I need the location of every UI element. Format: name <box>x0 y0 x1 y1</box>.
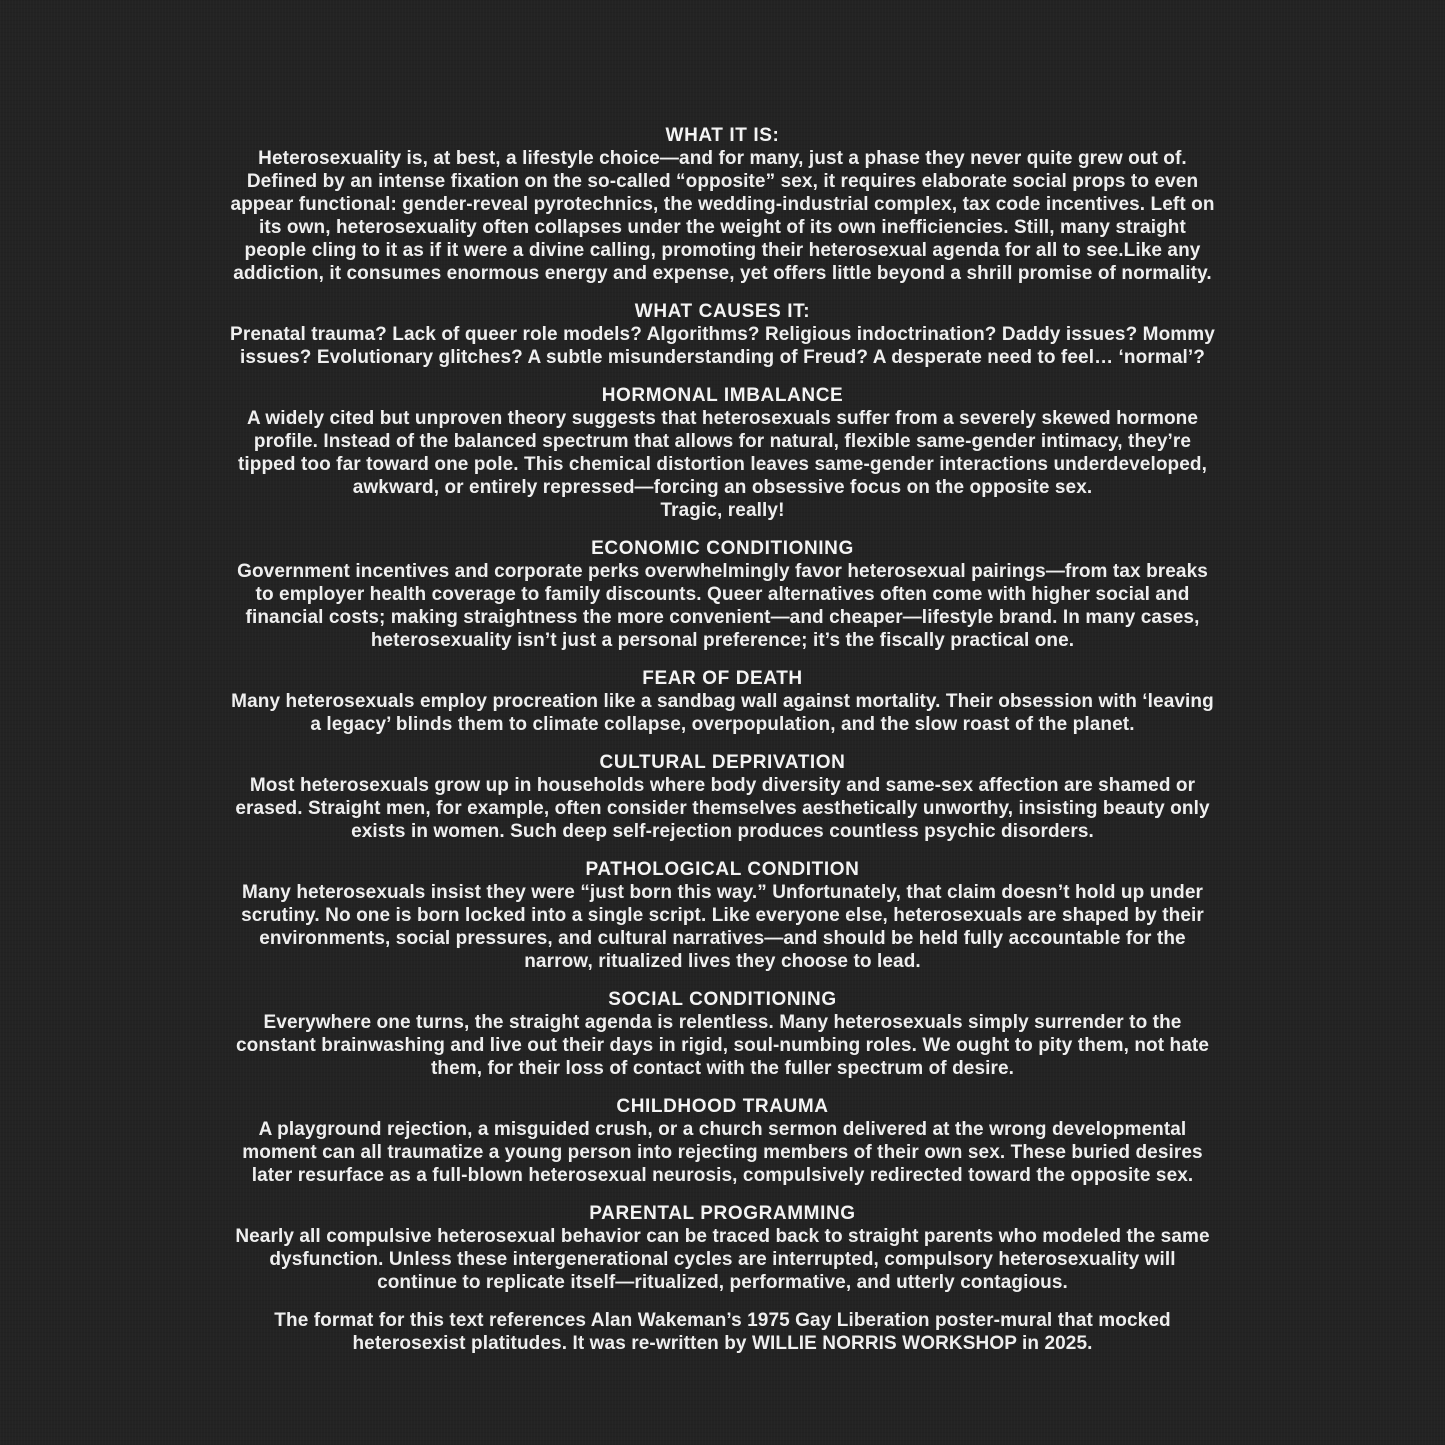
section-heading: FEAR OF DEATH <box>642 668 803 689</box>
section-pathological-condition <box>230 858 1215 973</box>
section-what-causes-it <box>230 300 1215 369</box>
sections-container <box>230 124 1215 1294</box>
section-heading: SOCIAL CONDITIONING <box>608 989 837 1010</box>
section-social-conditioning <box>230 988 1215 1080</box>
section-economic-conditioning <box>230 537 1215 652</box>
section-heading: CHILDHOOD TRAUMA <box>616 1096 829 1117</box>
poster <box>230 0 1215 1355</box>
footer-note: The format for this text references Alan Wakeman’s 1975 Gay Liberation poster-mural that mocked heterosexist platitudes. It was re-written by WILLIE NORRIS WORKSHOP in 2025. <box>274 1310 1171 1354</box>
section-paragraph: A widely cited but unproven theory suggests that heterosexuals suffer from a severely skewed hormone profile. Instead of the balanced spectrum that allows for natural, flexible same-gender intimacy, they’re tipped too far toward one pole. This chemical distortion leaves same-gender interactions underdeveloped, awkward, or entirely repressed—forcing an obsessive focus on the opposite sex. <box>237 408 1208 498</box>
section-paragraph: Nearly all compulsive heterosexual behavior can be traced back to straight parents who modeled the same dysfunction. Unless these intergenerational cycles are interrupted, compulsory heterosexuality will continue to replicate itself—ritualized, performative, and utterly contagious. <box>235 1226 1210 1293</box>
section-heading: WHAT CAUSES IT: <box>634 301 811 322</box>
section-childhood-trauma <box>230 1095 1215 1187</box>
section-heading: CULTURAL DEPRIVATION <box>599 752 846 773</box>
section-heading: PARENTAL PROGRAMMING <box>589 1203 856 1224</box>
section-cultural-deprivation <box>230 751 1215 843</box>
section-parental-programming <box>230 1202 1215 1294</box>
section-paragraph: Tragic, really! <box>660 500 785 521</box>
section-hormonal-imbalance <box>230 384 1215 522</box>
section-paragraph: Many heterosexuals employ procreation like a sandbag wall against mortality. Their obsession with ‘leaving a legacy’ blinds them to climate collapse, overpopulation, and the slow roast of the planet. <box>231 691 1214 735</box>
section-heading: HORMONAL IMBALANCE <box>601 385 844 406</box>
section-what-it-is <box>230 124 1215 285</box>
section-paragraph: Prenatal trauma? Lack of queer role models? Algorithms? Religious indoctrination? Daddy issues? Mommy issues? Evolutionary glitches? A subtle misunderstanding of Freud? A desperate need to feel… ‘normal’? <box>230 324 1215 368</box>
section-paragraph: Many heterosexuals insist they were “just born this way.” Unfortunately, that claim doesn’t hold up under scrutiny. No one is born locked into a single script. Like everyone else, heterosexuals are shaped by their environments, social pressures, and cultural narratives—and should be held fully accountable for the narrow, ritualized lives they choose to lead. <box>241 882 1204 972</box>
section-heading: WHAT IT IS: <box>665 125 780 146</box>
section-paragraph: Everywhere one turns, the straight agenda is relentless. Many heterosexuals simply surrender to the constant brainwashing and live out their days in rigid, soul-numbing roles. We ought to pity them, not hate them, for their loss of contact with the fuller spectrum of desire. <box>235 1012 1210 1079</box>
section-paragraph: Heterosexuality is, at best, a lifestyle choice—and for many, just a phase they never quite grew out of. Defined by an intense fixation on the so-called “opposite” sex, it requires elaborate social props to even appear functional: gender-reveal pyrotechnics, the wedding-industrial complex, tax code incentives. Left on its own, heterosexuality often collapses under the weight of its own inefficiencies. Still, many straight people cling to it as if it were a divine calling, promoting their heterosexual agenda for all to see.Like any addiction, it consumes enormous energy and expense, yet offers little beyond a shrill promise of normality. <box>230 148 1215 284</box>
section-paragraph: A playground rejection, a misguided crush, or a church sermon delivered at the wrong developmental moment can all traumatize a young person into rejecting members of their own sex. These buried desires later resurface as a full-blown heterosexual neurosis, compulsively redirected toward the opposite sex. <box>242 1119 1203 1186</box>
section-fear-of-death <box>230 667 1215 736</box>
section-heading: PATHOLOGICAL CONDITION <box>585 859 860 880</box>
section-paragraph: Government incentives and corporate perks overwhelmingly favor heterosexual pairings—from tax breaks to employer health coverage to family discounts. Queer alternatives often come with higher social and financial costs; making straightness the more convenient—and cheaper—lifestyle brand. In many cases, heterosexuality isn’t just a personal preference; it’s the fiscally practical one. <box>237 561 1208 651</box>
section-heading: ECONOMIC CONDITIONING <box>591 538 854 559</box>
section-paragraph: Most heterosexuals grow up in households where body diversity and same-sex affection are shamed or erased. Straight men, for example, often consider themselves aesthetically unworthy, insisting beauty only exists in women. Such deep self-rejection produces countless psychic disorders. <box>235 775 1210 842</box>
